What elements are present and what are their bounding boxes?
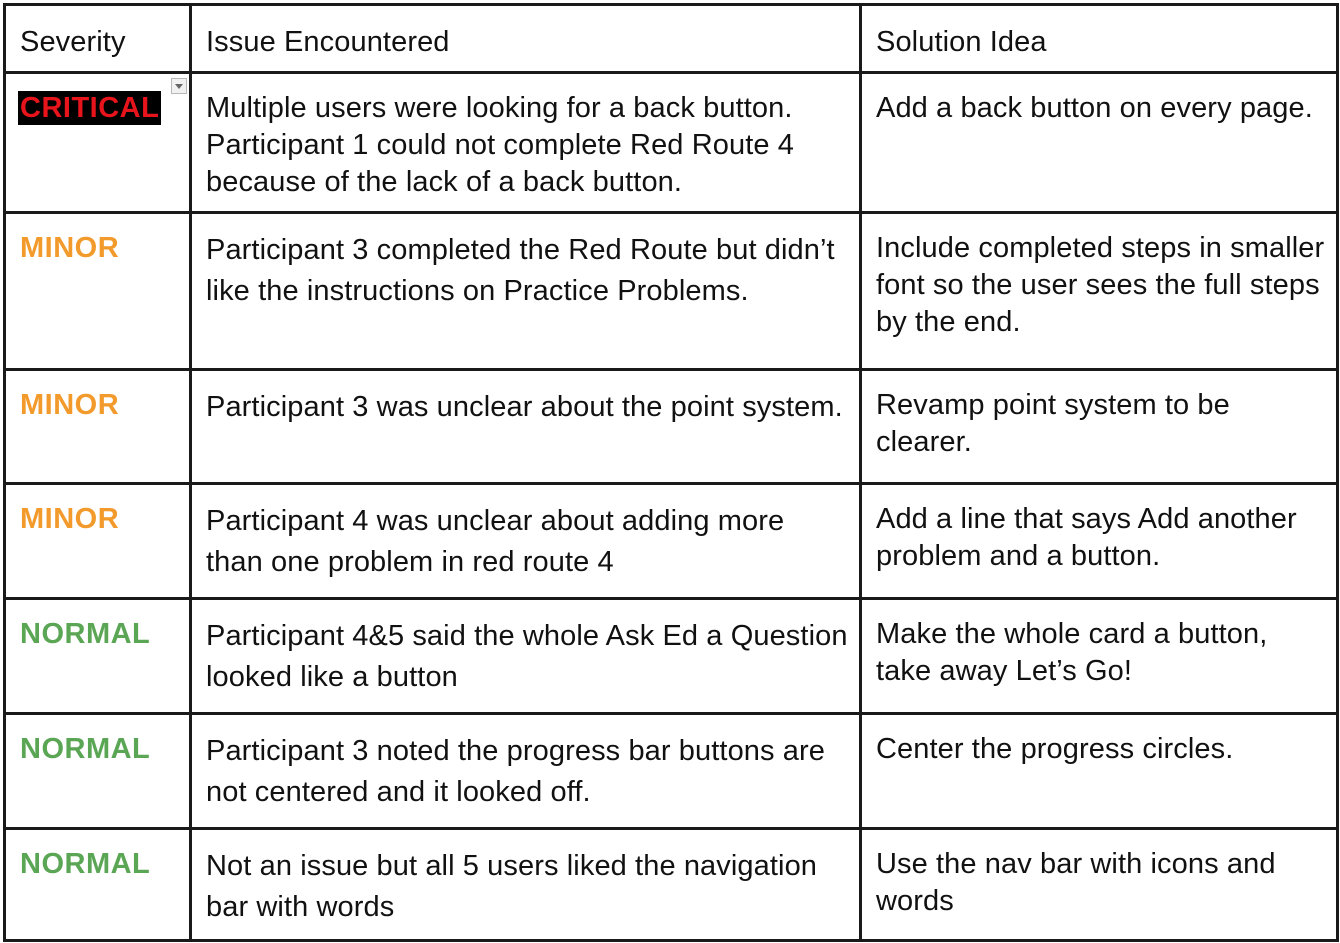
table-row xyxy=(5,73,1338,213)
severity-minor-label: MINOR xyxy=(20,503,120,535)
header-solution-cell[interactable] xyxy=(861,5,1338,73)
table-row xyxy=(5,714,1338,829)
severity-normal-label: NORMAL xyxy=(20,618,151,650)
header-issue-cell[interactable] xyxy=(191,5,861,73)
issue-text: Participant 3 completed the Red Route but didn’t like the instructions on Practice Problems. xyxy=(206,234,835,307)
severity-cell[interactable] xyxy=(5,370,191,484)
severity-normal-label: NORMAL xyxy=(20,733,151,765)
table-header-row xyxy=(5,5,1338,73)
issue-cell[interactable] xyxy=(191,829,861,941)
issue-text: Participant 3 noted the progress bar buttons are not centered and it looked off. xyxy=(206,735,826,808)
severity-cell[interactable] xyxy=(5,829,191,941)
solution-cell[interactable] xyxy=(861,484,1338,599)
header-severity: Severity xyxy=(20,26,126,58)
severity-dropdown-button[interactable] xyxy=(171,78,187,94)
issue-cell[interactable] xyxy=(191,599,861,714)
solution-cell[interactable] xyxy=(861,829,1338,941)
severity-minor-label: MINOR xyxy=(20,232,120,264)
severity-cell[interactable] xyxy=(5,213,191,370)
solution-cell[interactable] xyxy=(861,213,1338,370)
chevron-down-icon xyxy=(175,84,183,89)
header-issue: Issue Encountered xyxy=(206,26,450,58)
severity-cell[interactable] xyxy=(5,73,191,213)
solution-text: Center the progress circles. xyxy=(876,733,1234,765)
issue-text: Participant 3 was unclear about the point system. xyxy=(206,391,843,423)
solution-cell[interactable] xyxy=(861,714,1338,829)
issue-cell[interactable] xyxy=(191,714,861,829)
solution-text: Make the whole card a button, take away Let’s Go! xyxy=(876,618,1268,687)
solution-cell[interactable] xyxy=(861,73,1338,213)
issue-cell[interactable] xyxy=(191,213,861,370)
solution-text: Include completed steps in smaller font so the user sees the full steps by the end. xyxy=(876,232,1325,338)
severity-cell[interactable] xyxy=(5,484,191,599)
issue-cell[interactable] xyxy=(191,73,861,213)
usability-issues-table xyxy=(3,3,1339,942)
table-row xyxy=(5,484,1338,599)
issue-cell[interactable] xyxy=(191,370,861,484)
header-solution: Solution Idea xyxy=(876,26,1047,58)
severity-cell[interactable] xyxy=(5,599,191,714)
solution-text: Revamp point system to be clearer. xyxy=(876,389,1230,458)
solution-text: Add a line that says Add another problem and a button. xyxy=(876,503,1297,572)
solution-cell[interactable] xyxy=(861,599,1338,714)
header-severity-cell[interactable] xyxy=(5,5,191,73)
solution-cell[interactable] xyxy=(861,370,1338,484)
severity-minor-label: MINOR xyxy=(20,389,120,421)
issue-text: Participant 4 was unclear about adding more than one problem in red route 4 xyxy=(206,505,785,578)
issue-cell[interactable] xyxy=(191,484,861,599)
table-row xyxy=(5,213,1338,370)
issue-text: Multiple users were looking for a back button. Participant 1 could not complete Red Route 4 because of the lack of a back button. xyxy=(206,92,794,198)
severity-normal-label: NORMAL xyxy=(20,848,151,880)
severity-cell[interactable] xyxy=(5,714,191,829)
solution-text: Add a back button on every page. xyxy=(876,92,1313,124)
table-row xyxy=(5,829,1338,941)
issue-text: Not an issue but all 5 users liked the navigation bar with words xyxy=(206,850,818,923)
solution-text: Use the nav bar with icons and words xyxy=(876,848,1276,917)
table-row xyxy=(5,370,1338,484)
severity-critical-chip: CRITICAL xyxy=(20,92,160,124)
table-row xyxy=(5,599,1338,714)
issue-text: Participant 4&5 said the whole Ask Ed a Question looked like a button xyxy=(206,620,848,693)
